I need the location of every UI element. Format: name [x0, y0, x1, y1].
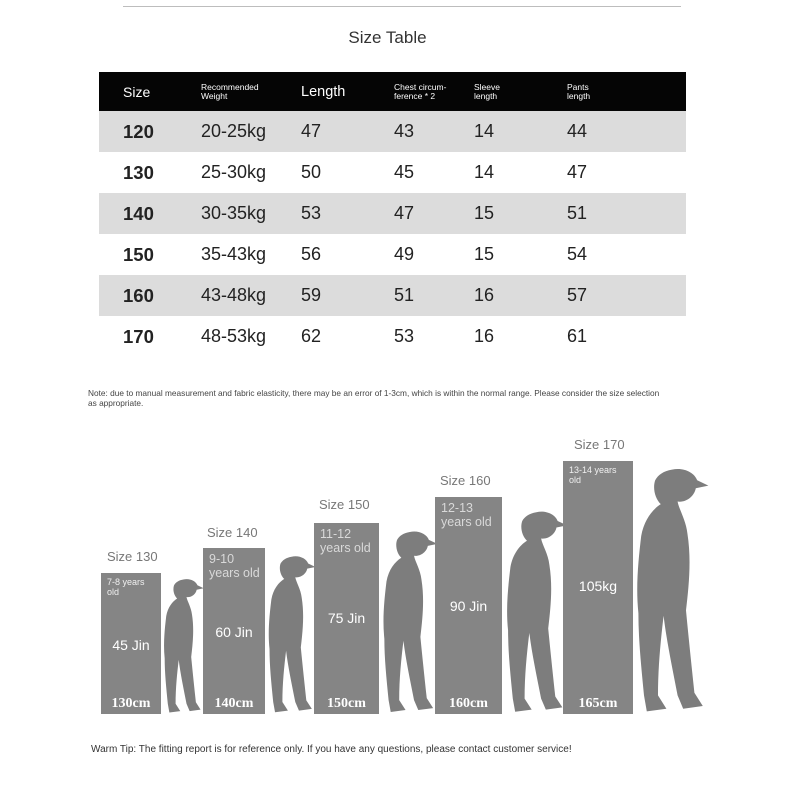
cell-size: 170	[123, 316, 201, 357]
cell-weight: 48-53kg	[201, 316, 301, 357]
child-silhouette-shape	[164, 579, 204, 712]
age-label: 11-12 years old	[320, 527, 371, 555]
cell-pants: 51	[567, 193, 686, 234]
weight-label: 60 Jin	[215, 624, 253, 640]
cell-length: 59	[301, 275, 394, 316]
height-bar	[101, 573, 161, 714]
header-weight: Recommended Weight	[201, 72, 301, 111]
child-silhouette-shape	[507, 512, 567, 712]
child-silhouette-icon	[501, 510, 569, 714]
weight-label: 75 Jin	[327, 610, 366, 626]
cell-chest: 53	[394, 316, 474, 357]
height-label: 160cm	[449, 696, 488, 711]
child-silhouette-icon	[264, 555, 317, 714]
table-header-row	[99, 72, 686, 111]
table-row	[99, 234, 686, 275]
cell-size: 150	[123, 234, 201, 275]
top-divider	[123, 6, 681, 7]
height-bar	[435, 497, 502, 714]
size-table	[99, 72, 686, 357]
cell-length: 62	[301, 316, 394, 357]
height-bar	[563, 461, 633, 714]
cell-weight: 35-43kg	[201, 234, 301, 275]
page-title: Size Table	[348, 28, 427, 47]
cell-weight: 30-35kg	[201, 193, 301, 234]
size-label: Size 170	[574, 437, 625, 452]
weight-label: 105kg	[578, 578, 618, 594]
height-label: 165cm	[578, 696, 618, 711]
warm-tip: Warm Tip: The fitting report is for reference only. If you have any questions, please contact customer service!	[91, 744, 572, 755]
cell-chest: 45	[394, 152, 474, 193]
child-silhouette-shape	[637, 469, 708, 711]
size-label: Size 150	[319, 497, 370, 512]
cell-length: 56	[301, 234, 394, 275]
child-silhouette-icon	[378, 530, 439, 714]
table-row	[99, 316, 686, 357]
cell-pants: 44	[567, 111, 686, 152]
height-label: 130cm	[111, 696, 151, 711]
cell-sleeve: 15	[474, 234, 567, 275]
measurement-note: Note: due to manual measurement and fabric elasticity, there may be an error of 1-3cm, which is within the normal range. Please consider the size selection as appropriate.	[88, 388, 660, 408]
cell-chest: 43	[394, 111, 474, 152]
cell-size: 140	[123, 193, 201, 234]
weight-label: 90 Jin	[449, 598, 488, 614]
child-silhouette-shape	[269, 556, 316, 712]
weight-label: 45 Jin	[112, 637, 150, 653]
child-silhouette-icon	[160, 578, 205, 714]
height-label: 150cm	[327, 696, 366, 711]
table-row	[99, 152, 686, 193]
cell-size: 120	[123, 111, 201, 152]
header-length: Length	[301, 72, 394, 111]
child-silhouette-shape	[383, 531, 437, 712]
cell-chest: 47	[394, 193, 474, 234]
cell-size: 130	[123, 152, 201, 193]
child-silhouette-icon	[630, 467, 711, 714]
cell-sleeve: 16	[474, 275, 567, 316]
table-row	[99, 193, 686, 234]
cell-pants: 47	[567, 152, 686, 193]
cell-length: 50	[301, 152, 394, 193]
cell-length: 53	[301, 193, 394, 234]
cell-weight: 43-48kg	[201, 275, 301, 316]
age-label: 9-10 years old	[209, 552, 260, 580]
age-label: 12-13 years old	[441, 501, 492, 529]
table-row	[99, 275, 686, 316]
cell-chest: 49	[394, 234, 474, 275]
header-chest: Chest circum- ference * 2	[394, 72, 474, 111]
height-label: 140cm	[214, 696, 254, 711]
height-bar	[314, 523, 379, 714]
cell-pants: 54	[567, 234, 686, 275]
cell-size: 160	[123, 275, 201, 316]
size-label: Size 140	[207, 525, 258, 540]
age-label: 13-14 years old	[569, 465, 617, 485]
cell-weight: 20-25kg	[201, 111, 301, 152]
cell-sleeve: 14	[474, 152, 567, 193]
header-sleeve: Sleeve length	[474, 72, 567, 111]
cell-chest: 51	[394, 275, 474, 316]
table-row	[99, 111, 686, 152]
cell-sleeve: 15	[474, 193, 567, 234]
cell-weight: 25-30kg	[201, 152, 301, 193]
cell-pants: 61	[567, 316, 686, 357]
cell-sleeve: 16	[474, 316, 567, 357]
size-label: Size 130	[107, 549, 158, 564]
header-pants: Pants length	[567, 72, 686, 111]
cell-pants: 57	[567, 275, 686, 316]
cell-length: 47	[301, 111, 394, 152]
header-size: Size	[123, 72, 201, 111]
height-bar	[203, 548, 265, 714]
cell-sleeve: 14	[474, 111, 567, 152]
size-label: Size 160	[440, 473, 491, 488]
age-label: 7-8 years old	[107, 577, 145, 597]
